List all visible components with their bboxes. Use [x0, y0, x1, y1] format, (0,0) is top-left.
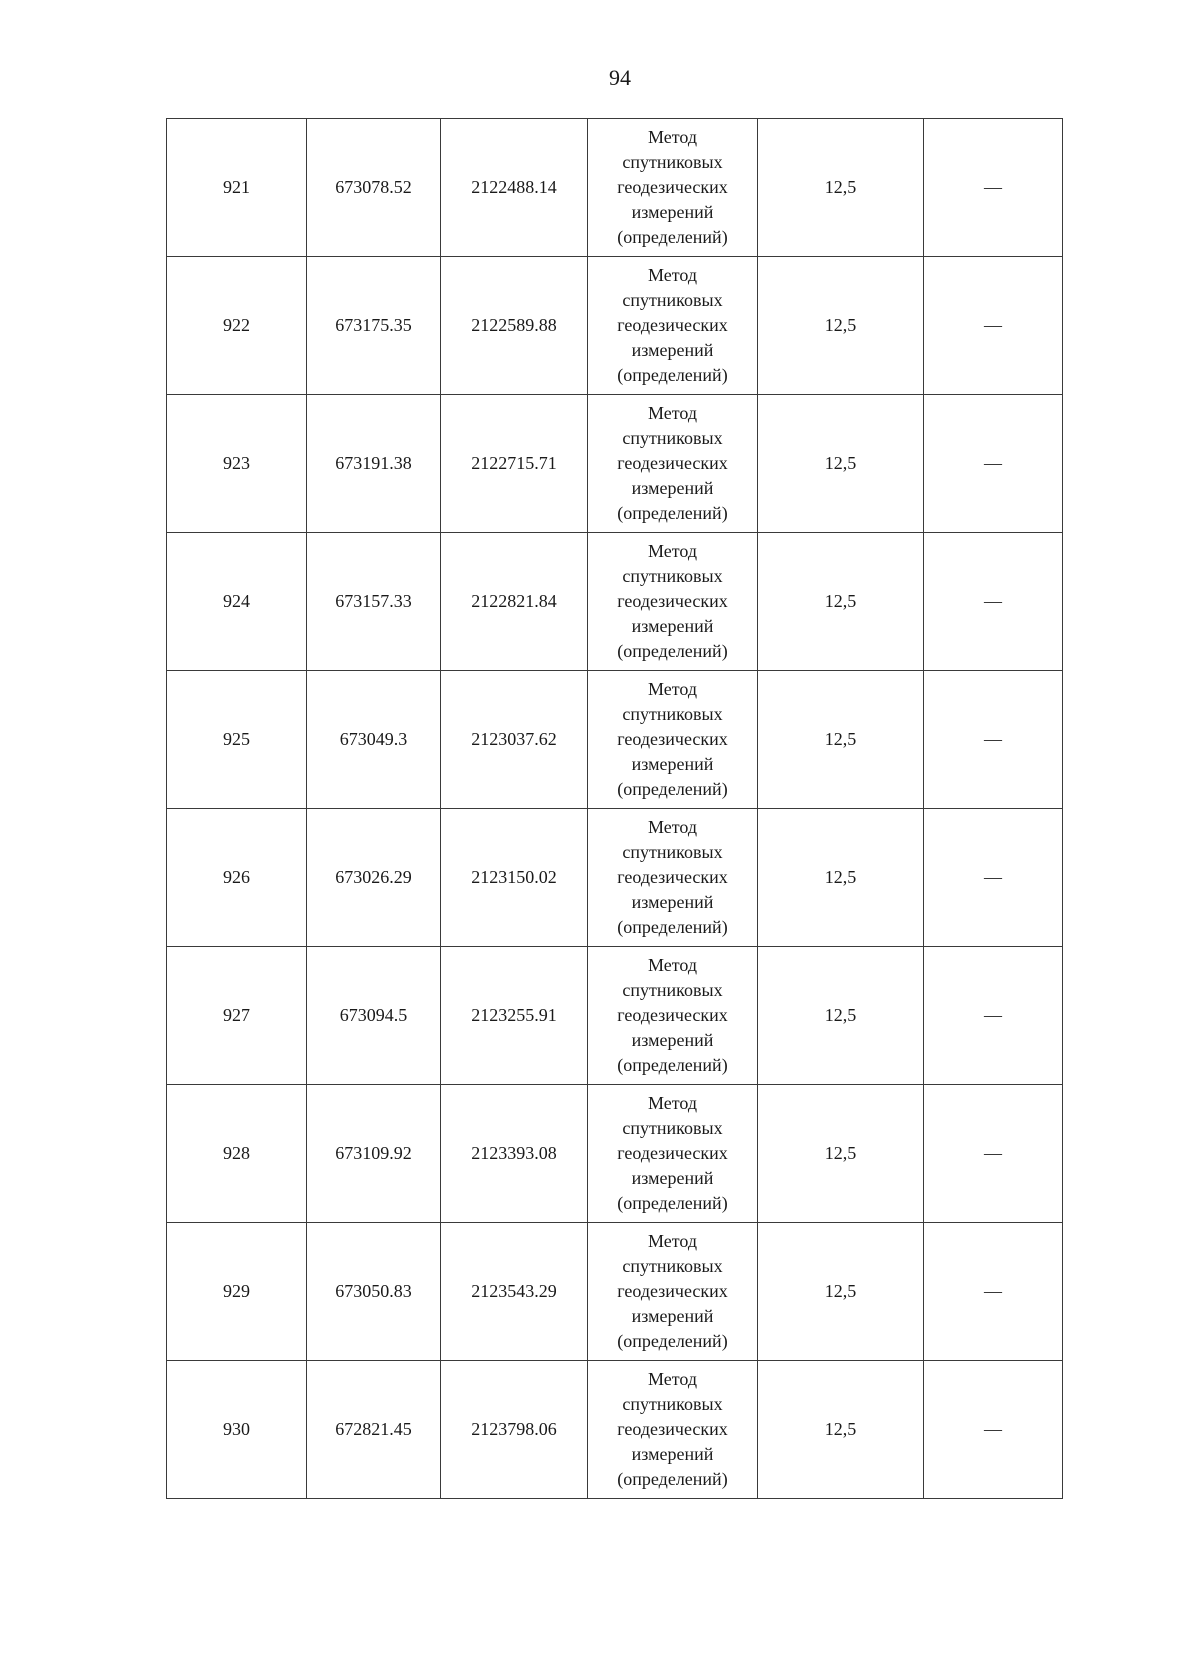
accuracy-cell: 12,5	[758, 1085, 924, 1223]
point-number-cell: 926	[167, 809, 307, 947]
method-cell	[588, 1085, 758, 1223]
x-coordinate-cell: 672821.45	[307, 1361, 441, 1499]
x-coordinate-cell: 673049.3	[307, 671, 441, 809]
table-row	[167, 1223, 1063, 1361]
y-coordinate-cell: 2122715.71	[441, 395, 588, 533]
method-line: спутниковых	[622, 980, 723, 1000]
method-cell	[588, 395, 758, 533]
method-line: Метод	[647, 817, 698, 837]
method-line: измерений	[631, 340, 714, 360]
coordinates-table	[166, 118, 1063, 1499]
table-row	[167, 119, 1063, 257]
note-cell: —	[924, 671, 1063, 809]
method-cell	[588, 671, 758, 809]
method-line: измерений	[631, 478, 714, 498]
method-line: спутниковых	[622, 152, 723, 172]
method-line: (определений)	[617, 641, 728, 661]
point-number-cell: 923	[167, 395, 307, 533]
method-line: геодезических	[617, 1143, 728, 1163]
accuracy-cell: 12,5	[758, 533, 924, 671]
table-row	[167, 1085, 1063, 1223]
x-coordinate-cell: 673191.38	[307, 395, 441, 533]
method-cell	[588, 1361, 758, 1499]
y-coordinate-cell: 2122589.88	[441, 257, 588, 395]
method-line: (определений)	[617, 917, 728, 937]
coordinates-table-body	[167, 119, 1063, 1499]
point-number-cell: 921	[167, 119, 307, 257]
note-cell: —	[924, 119, 1063, 257]
method-line: измерений	[631, 1306, 714, 1326]
y-coordinate-cell: 2122821.84	[441, 533, 588, 671]
method-line: спутниковых	[622, 428, 723, 448]
method-line: геодезических	[617, 177, 728, 197]
method-line: Метод	[647, 1093, 698, 1113]
method-line: геодезических	[617, 1281, 728, 1301]
method-line: спутниковых	[622, 1118, 723, 1138]
method-line: Метод	[647, 403, 698, 423]
table-row	[167, 947, 1063, 1085]
note-cell: —	[924, 1223, 1063, 1361]
method-cell	[588, 809, 758, 947]
method-line: спутниковых	[622, 290, 723, 310]
accuracy-cell: 12,5	[758, 119, 924, 257]
y-coordinate-cell: 2123255.91	[441, 947, 588, 1085]
method-line: Метод	[647, 679, 698, 699]
table-row	[167, 809, 1063, 947]
method-line: спутниковых	[622, 704, 723, 724]
accuracy-cell: 12,5	[758, 257, 924, 395]
method-line: Метод	[647, 955, 698, 975]
method-line: геодезических	[617, 1005, 728, 1025]
method-line: геодезических	[617, 591, 728, 611]
accuracy-cell: 12,5	[758, 671, 924, 809]
accuracy-cell: 12,5	[758, 947, 924, 1085]
method-line: геодезических	[617, 453, 728, 473]
table-row	[167, 671, 1063, 809]
method-line: Метод	[647, 541, 698, 561]
accuracy-cell: 12,5	[758, 1361, 924, 1499]
method-line: геодезических	[617, 315, 728, 335]
method-line: измерений	[631, 616, 714, 636]
method-line: геодезических	[617, 867, 728, 887]
method-cell	[588, 533, 758, 671]
accuracy-cell: 12,5	[758, 809, 924, 947]
method-cell	[588, 947, 758, 1085]
method-line: спутниковых	[622, 566, 723, 586]
note-cell: —	[924, 533, 1063, 671]
note-cell: —	[924, 257, 1063, 395]
note-cell: —	[924, 1085, 1063, 1223]
method-line: измерений	[631, 1168, 714, 1188]
method-line: измерений	[631, 202, 714, 222]
y-coordinate-cell: 2122488.14	[441, 119, 588, 257]
method-cell	[588, 1223, 758, 1361]
x-coordinate-cell: 673175.35	[307, 257, 441, 395]
method-cell	[588, 257, 758, 395]
method-line: спутниковых	[622, 1394, 723, 1414]
method-line: измерений	[631, 892, 714, 912]
table-row	[167, 257, 1063, 395]
method-line: Метод	[647, 265, 698, 285]
accuracy-cell: 12,5	[758, 1223, 924, 1361]
point-number-cell: 927	[167, 947, 307, 1085]
point-number-cell: 922	[167, 257, 307, 395]
method-line: (определений)	[617, 1055, 728, 1075]
method-line: Метод	[647, 1231, 698, 1251]
x-coordinate-cell: 673157.33	[307, 533, 441, 671]
method-line: Метод	[647, 127, 698, 147]
method-line: (определений)	[617, 1469, 728, 1489]
accuracy-cell: 12,5	[758, 395, 924, 533]
x-coordinate-cell: 673050.83	[307, 1223, 441, 1361]
y-coordinate-cell: 2123037.62	[441, 671, 588, 809]
point-number-cell: 930	[167, 1361, 307, 1499]
method-line: (определений)	[617, 779, 728, 799]
method-line: (определений)	[617, 1331, 728, 1351]
table-row	[167, 1361, 1063, 1499]
table-row	[167, 533, 1063, 671]
note-cell: —	[924, 1361, 1063, 1499]
note-cell: —	[924, 395, 1063, 533]
note-cell: —	[924, 809, 1063, 947]
point-number-cell: 925	[167, 671, 307, 809]
point-number-cell: 928	[167, 1085, 307, 1223]
method-cell	[588, 119, 758, 257]
method-line: геодезических	[617, 1419, 728, 1439]
point-number-cell: 929	[167, 1223, 307, 1361]
y-coordinate-cell: 2123150.02	[441, 809, 588, 947]
method-line: (определений)	[617, 227, 728, 247]
x-coordinate-cell: 673078.52	[307, 119, 441, 257]
method-line: спутниковых	[622, 842, 723, 862]
method-line: (определений)	[617, 1193, 728, 1213]
note-cell: —	[924, 947, 1063, 1085]
page-number: 94	[609, 65, 631, 90]
x-coordinate-cell: 673094.5	[307, 947, 441, 1085]
point-number-cell: 924	[167, 533, 307, 671]
method-line: Метод	[647, 1369, 698, 1389]
method-line: измерений	[631, 754, 714, 774]
method-line: измерений	[631, 1444, 714, 1464]
y-coordinate-cell: 2123543.29	[441, 1223, 588, 1361]
method-line: (определений)	[617, 365, 728, 385]
x-coordinate-cell: 673026.29	[307, 809, 441, 947]
table-row	[167, 395, 1063, 533]
method-line: измерений	[631, 1030, 714, 1050]
method-line: геодезических	[617, 729, 728, 749]
x-coordinate-cell: 673109.92	[307, 1085, 441, 1223]
method-line: спутниковых	[622, 1256, 723, 1276]
method-line: (определений)	[617, 503, 728, 523]
y-coordinate-cell: 2123393.08	[441, 1085, 588, 1223]
y-coordinate-cell: 2123798.06	[441, 1361, 588, 1499]
